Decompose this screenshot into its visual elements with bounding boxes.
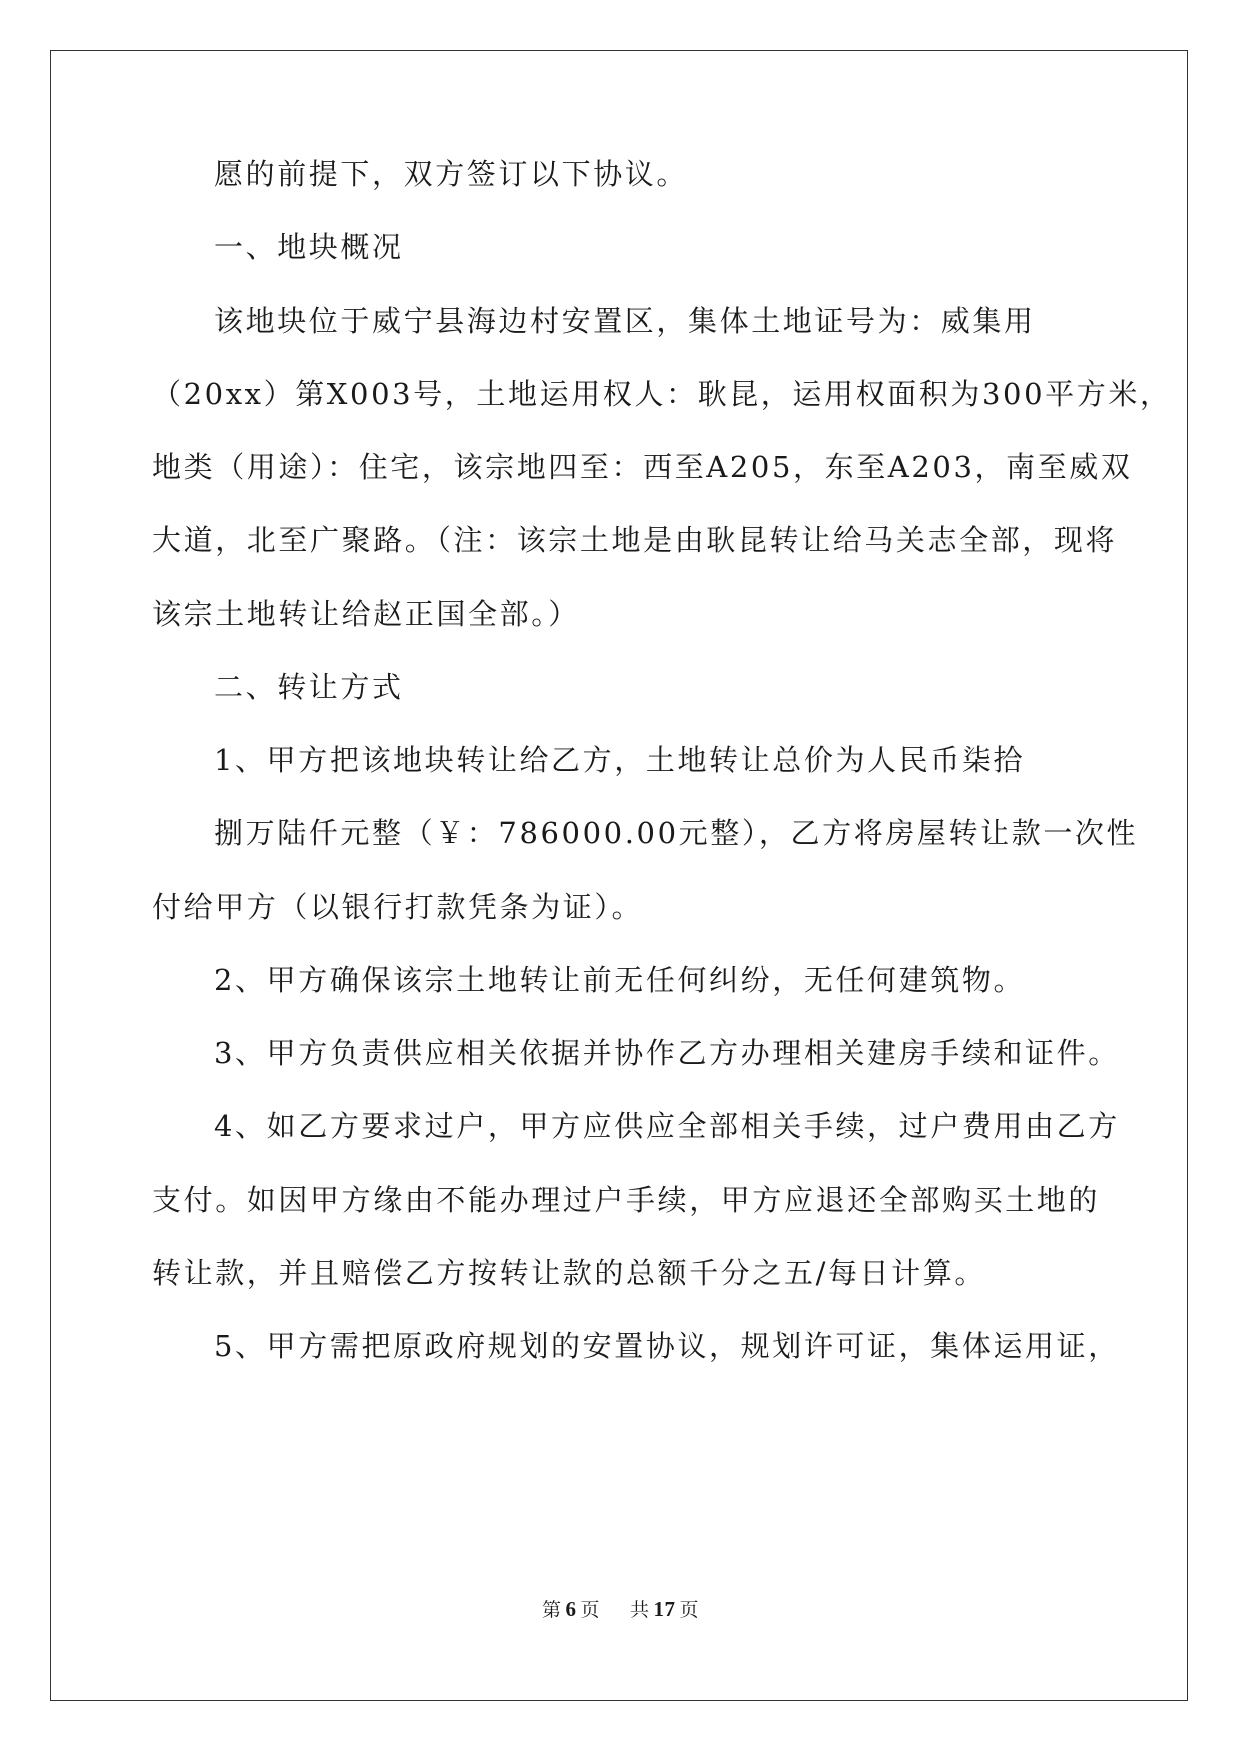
paragraph-line: 支付。如因甲方缘由不能办理过户手续，甲方应退还全部购买土地的: [152, 1183, 1101, 1217]
paragraph-line: 2、甲方确保该宗土地转让前无任何纠纷，无任何建筑物。: [214, 963, 1026, 997]
paragraph-line: 愿的前提下，双方签订以下协议。: [214, 157, 689, 191]
paragraph-line: 1、甲方把该地块转让给乙方，土地转让总价为人民币柒拾: [214, 743, 1026, 777]
paragraph-line: 地类（用途）：住宅，该宗地四至：西至A205，东至A203，南至威双: [152, 450, 1133, 484]
page-number: 第 6 页: [541, 1597, 600, 1621]
paragraph-line: （20xx）第X003号，土地运用权人：耿昆，运用权面积为300平方米，: [152, 377, 1172, 411]
paragraph-line: 转让款，并且赔偿乙方按转让款的总额千分之五/每日计算。: [152, 1256, 986, 1290]
paragraph-line: 该地块位于威宁县海边村安置区，集体土地证号为：威集用: [214, 304, 1036, 338]
paragraph-line: 3、甲方负责供应相关依据并协作乙方办理相关建房手续和证件。: [214, 1036, 1120, 1070]
page-border: [50, 50, 1188, 1701]
paragraph-line: 大道，北至广聚路。（注：该宗土地是由耿昆转让给马关志全部，现将: [152, 523, 1118, 557]
paragraph-line: 5、甲方需把原政府规划的安置协议，规划许可证，集体运用证，: [214, 1329, 1120, 1363]
paragraph-line: 付给甲方（以银行打款凭条为证）。: [152, 890, 644, 924]
paragraph-line: 4、如乙方要求过户，甲方应供应全部相关手续，过户费用由乙方: [214, 1109, 1120, 1143]
paragraph-line: 捌万陆仟元整（￥：786000.00元整），乙方将房屋转让款一次性: [214, 816, 1139, 850]
page-footer: [0, 1597, 1241, 1622]
section-heading: 一、地块概况: [214, 230, 404, 264]
section-heading: 二、转让方式: [214, 670, 404, 704]
page-total: 共 17 页: [630, 1597, 700, 1621]
paragraph-line: 该宗土地转让给赵正国全部。）: [152, 597, 580, 631]
